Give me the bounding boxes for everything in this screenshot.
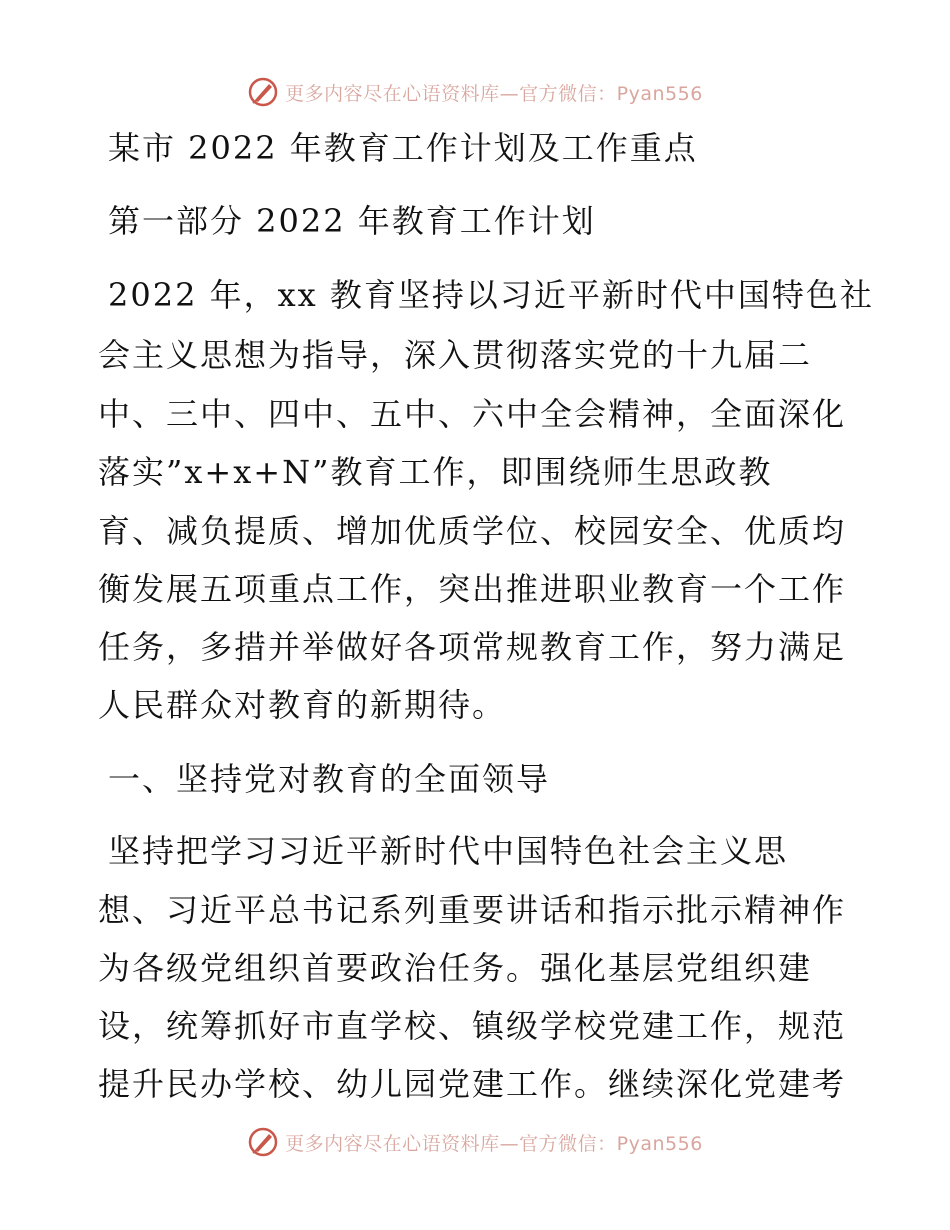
paragraph-line: 育、减负提质、增加优质学位、校园安全、优质均 <box>98 512 847 550</box>
watermark-header <box>0 72 950 112</box>
paragraph-line: 任务，多措并举做好各项常规教育工作，努力满足 <box>98 628 847 666</box>
paragraph-line: 设，统筹抓好市直学校、镇级学校党建工作，规范 <box>98 1007 847 1045</box>
paragraph-line: 想、习近平总书记系列重要讲话和指示批示精神作 <box>98 891 847 929</box>
part-heading: 第一部分 2022 年教育工作计划 <box>108 202 596 240</box>
paragraph-line: 衡发展五项重点工作，突出推进职业教育一个工作 <box>98 570 847 608</box>
section-heading: 一、坚持党对教育的全面领导 <box>108 760 551 798</box>
paragraph-line: 坚持把学习习近平新时代中国特色社会主义思 <box>108 832 789 870</box>
paragraph-line: 会主义思想为指导，深入贯彻落实党的十九届二 <box>98 336 813 374</box>
watermark-text: 更多内容尽在心语资料库—官方微信：Pyan556 <box>285 1132 703 1155</box>
paragraph-line: 为各级党组织首要政治任务。强化基层党组织建 <box>98 949 813 987</box>
watermark-text: 更多内容尽在心语资料库—官方微信：Pyan556 <box>285 82 703 105</box>
paragraph-line: 中、三中、四中、五中、六中全会精神，全面深化 <box>98 395 847 433</box>
paragraph-line: 落实”x+x+N”教育工作，即围绕师生思政教 <box>98 453 773 491</box>
paragraph-line: 2022 年，xx 教育坚持以习近平新时代中国特色社 <box>108 276 874 314</box>
document-title: 某市 2022 年教育工作计划及工作重点 <box>108 129 698 167</box>
watermark-footer <box>0 1122 950 1162</box>
quill-logo-icon <box>247 1126 279 1158</box>
paragraph-line: 人民群众对教育的新期待。 <box>98 686 507 724</box>
quill-logo-icon <box>247 76 279 108</box>
paragraph-line: 提升民办学校、幼儿园党建工作。继续深化党建考 <box>98 1065 847 1103</box>
